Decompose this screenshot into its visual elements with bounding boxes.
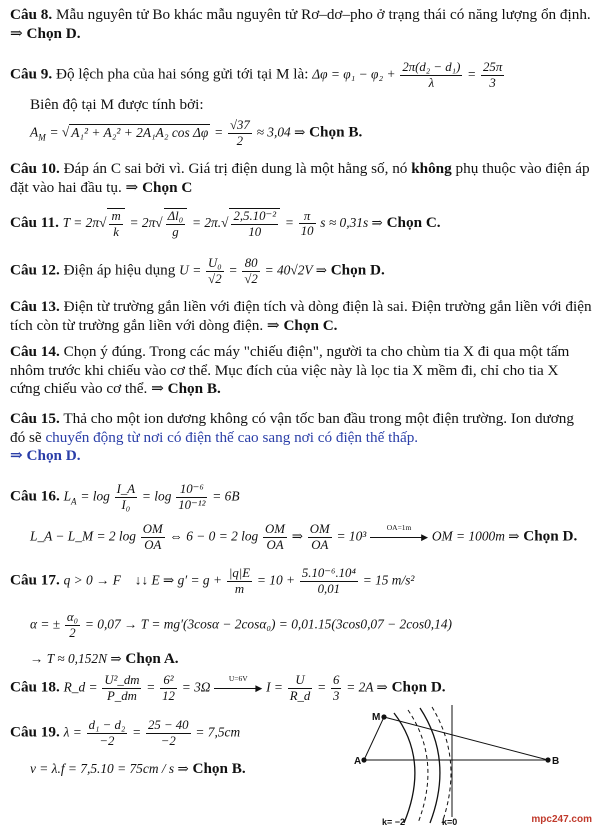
question-9: Câu 9. Độ lệch pha của hai sóng gửi tới tại M là: Δφ = φ₁ − φ₂ + $\frac{\text{2π(d₂ − d₁)}}{\lambda}$ = $\frac{25\pi}{3}$	[10, 60, 503, 90]
answer: Chọn D.	[523, 527, 578, 545]
hyperbola-dashed-1	[408, 710, 428, 823]
hyperbola-dashed-2	[432, 707, 451, 823]
answer: Chọn C.	[386, 214, 441, 232]
answer: Chọn B.	[167, 380, 221, 398]
label-A: A	[354, 756, 362, 767]
interference-figure	[354, 705, 560, 827]
point-B	[545, 757, 550, 762]
question-label: Câu 15.	[10, 410, 60, 427]
answer: Chọn D.	[391, 678, 446, 696]
question-12: Câu 12. Điện áp hiệu dụng U = $\frac{\text{U₀}}{√2}$ = $\frac{80}{√2}$ = 40√2V ⇒ Chọn D.	[10, 256, 385, 286]
question-17-line3: → T ≈ 0,152N ⇒ Chọn A.	[30, 650, 179, 667]
label-B: B	[552, 756, 560, 767]
question-label: Câu 8.	[10, 6, 53, 23]
amplitude-intro: Biên độ tại M được tính bởi:	[30, 96, 204, 113]
amplitude-formula: $A_M$ = √ A₁² + A₂² + 2A₁A₂ cos Δφ = $\frac{√37}{2}$ ≈ 3,04 ⇒ Chọn B.	[30, 118, 363, 148]
question-label: Câu 14.	[10, 343, 60, 360]
point-M	[381, 714, 386, 719]
question-8	[10, 6, 592, 43]
question-16: Câu 16. $L_A = \log$ $\frac{I\_A}{\text{I₀}}$ = log $\frac{\text{10⁻⁶}}{\text{10⁻¹²}}$ = 6B	[10, 482, 240, 512]
label-M: M	[372, 712, 381, 723]
question-19-line2: v = λ.f = 7,5.10 = 75cm / s ⇒ Chọn B.	[30, 760, 246, 777]
conditional-arrow: U=6V ▶	[214, 682, 262, 694]
question-label: Câu 18.	[10, 678, 60, 696]
answer: Chọn A.	[125, 650, 179, 667]
question-11: Câu 11. T = 2π√ $\frac{m}{k}$ = 2π√ $\frac{\text{Δl₀}}{g}$ = 2π.√ $\frac{\text{2,5.10⁻²}}{10}$ = $\frac{\pi}{10}$ s ≈ 0,31s ⇒ Chọn C.	[10, 208, 441, 239]
question-13: Câu 13. Điện từ trường gắn liền với điện tích và dòng điện là sai. Điện trường gắn liền với điện tích còn từ trường gắn liền với dòng điện. ⇒ Chọn C.	[10, 298, 592, 334]
question-text: Độ lệch pha của hai sóng gửi tới tại M là:	[56, 65, 309, 83]
question-15: Câu 15. Thả cho một ion dương không có vận tốc ban đầu trong một điện trường. Ion dương đó sẽ chuyển động từ nơi có điện thế cao sang nơi có điện thế thấp. ⇒ Chọn D.	[10, 410, 574, 465]
answer: Chọn D.	[26, 447, 81, 465]
question-label: Câu 19.	[10, 723, 60, 741]
question-14: Câu 14. Chọn ý đúng. Trong các máy "chiếu điện", người ta cho chùm tia X đi qua một tấm nhôm trước khi chiếu vào cơ thể. Mục đích của việc này là lọc tia X mềm đi, chỉ cho tia X cứng chiếu vào cơ thể. ⇒ Chọn B.	[10, 343, 570, 398]
answer: Chọn C	[142, 178, 193, 196]
answer: Chọn B.	[309, 123, 363, 141]
hyperbola-2	[420, 708, 440, 823]
question-17-line2: α = ± $\frac{\text{α₀}}{2}$ = 0,07 → T = mg′(3cosα − 2cosα₀) = 0,01.15(3cos0,07 − 2cos0,14)	[30, 610, 452, 640]
label-k-minus2: k= −2	[382, 817, 406, 827]
phase-fraction: $\frac{\text{2π(d₂ − d₁)}}{\lambda}$	[402, 60, 461, 90]
hyperbola-k-minus2	[394, 713, 415, 823]
point-A	[361, 757, 366, 762]
answer: Chọn C.	[283, 316, 338, 334]
question-18: Câu 18. R_d = $\frac{\text{U²\_dm}}{P\_dm}$ = $\frac{\text{6²}}{12}$ = 3Ω U=6V ▶ I = $\frac{U}{R\_d}$ = $\frac{6}{3}$ = 2A ⇒ Chọn D.	[10, 673, 446, 703]
question-label: Câu 10.	[10, 160, 60, 177]
phase-formula: Δφ = φ₁ − φ₂ +	[312, 66, 396, 82]
question-label: Câu 9.	[10, 65, 53, 83]
question-label: Câu 11.	[10, 214, 59, 232]
question-19: Câu 19. λ = $\frac{\text{d₁ − d₂}}{-2}$ = $\frac{25 - 40}{-2}$ = 7,5cm	[10, 718, 241, 748]
question-label: Câu 13.	[10, 298, 60, 315]
question-text: Mẫu nguyên tử Bo khác mẫu nguyên tử Rơ–dơ–pho ở trạng thái có năng lượng ổn định. ⇒	[10, 6, 591, 42]
question-16-line2: L_A − L_M = 2 log $\frac{OM}{OA}$ ⇔ 6 − 0 = 2 log $\frac{OM}{OA}$ ⇒ $\frac{OM}{OA}$ = 10³ OA=1m ▶ OM = 1000m ⇒ Chọn D.	[30, 522, 578, 552]
line-MA	[364, 717, 384, 760]
watermark: mpc247.com	[531, 813, 592, 825]
label-k0: k=0	[442, 817, 458, 827]
answer: Chọn D.	[330, 261, 385, 279]
conditional-arrow: OA=1m ▶	[370, 531, 428, 543]
question-label: Câu 17.	[10, 571, 60, 589]
phase-result: $\frac{25\pi}{3}$	[483, 60, 503, 90]
amplitude-fraction: $\frac{√37}{2}$	[229, 118, 250, 148]
question-10: Câu 10. Đáp án C sai bởi vì. Giá trị điện dung là một hằng số, nó không phụ thuộc vào điện áp đặt vào hai đầu tụ. ⇒ Chọn C	[10, 160, 590, 196]
question-label: Câu 12.	[10, 261, 60, 279]
question-17: Câu 17. q > 0 → F⃗ ↓↓ E ⇒ g′ = g + $\frac{|q|E}{m}$ = 10 + $\frac{\text{5.10⁻⁶.10⁴}}{0,01}$ = 15 m/s²	[10, 566, 415, 596]
answer: Chọn B.	[192, 760, 246, 777]
answer: Chọn D.	[26, 24, 81, 42]
question-label: Câu 16.	[10, 487, 60, 505]
